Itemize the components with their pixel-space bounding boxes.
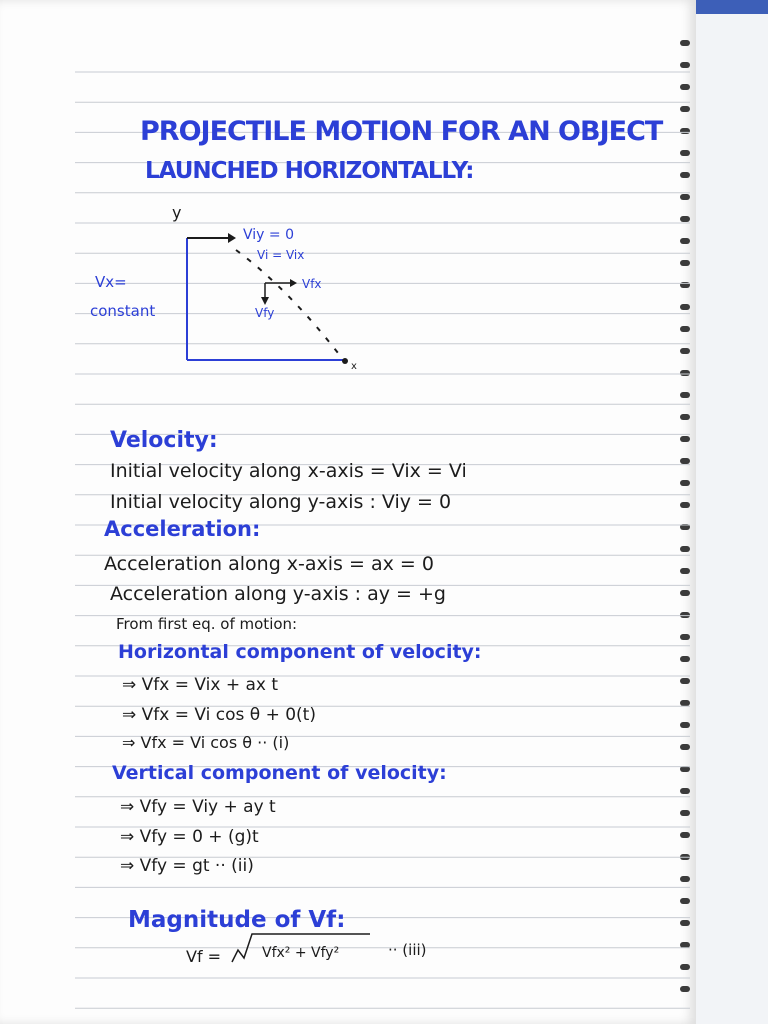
acceleration-heading: Acceleration:	[104, 517, 261, 541]
viy-zero-label: Viy = 0	[243, 227, 294, 243]
acceleration-line2: Acceleration along y-axis : ay = +g	[110, 583, 446, 605]
equation-label-iii: ·· (iii)	[388, 941, 427, 959]
horizontal-heading: Horizontal component of velocity:	[118, 641, 482, 663]
magnitude-heading: Magnitude of Vf:	[128, 907, 346, 933]
vertical-line1: ⇒ Vfy = Viy + ay t	[120, 797, 276, 817]
vfy-arrow-head	[261, 297, 269, 305]
arrow-head	[228, 233, 236, 243]
vfx-arrow-head	[290, 279, 297, 287]
desk-background	[696, 0, 768, 1024]
magnitude-lhs: Vf =	[186, 947, 222, 966]
vfx-label: Vfx	[302, 277, 322, 291]
horizontal-line2: ⇒ Vfx = Vi cos θ + 0(t)	[122, 705, 316, 725]
velocity-line1: Initial velocity along x-axis = Vix = Vi	[110, 460, 467, 482]
acceleration-line1: Acceleration along x-axis = ax = 0	[104, 553, 434, 575]
horizontal-line1: ⇒ Vfx = Vix + ax t	[122, 675, 279, 695]
horizontal-line3: ⇒ Vfx = Vi cos θ ·· (i)	[122, 733, 290, 752]
vertical-line2: ⇒ Vfy = 0 + (g)t	[120, 827, 259, 847]
vertical-line3: ⇒ Vfy = gt ·· (ii)	[120, 856, 254, 876]
magnitude-rhs: Vfx² + Vfy²	[262, 945, 340, 961]
trajectory-diagram	[90, 203, 357, 372]
trajectory-path	[236, 250, 345, 362]
velocity-line2: Initial velocity along y-axis : Viy = 0	[110, 491, 452, 513]
vfy-label: Vfy	[255, 306, 275, 320]
page-title-line2: LAUNCHED HORIZONTALLY:	[145, 158, 474, 184]
vi-eq-label: Vi = Vix	[257, 248, 305, 262]
vx-label: Vx=	[95, 273, 127, 291]
constant-label: constant	[90, 302, 156, 320]
landing-point	[342, 358, 348, 364]
page-title-line1: PROJECTILE MOTION FOR AN OBJECT	[140, 116, 663, 147]
velocity-heading: Velocity:	[110, 428, 218, 453]
acceleration-line3: From first eq. of motion:	[116, 615, 298, 633]
x-axis-label: x	[351, 361, 357, 372]
y-axis-label: y	[172, 203, 182, 222]
vertical-heading: Vertical component of velocity:	[112, 762, 447, 784]
